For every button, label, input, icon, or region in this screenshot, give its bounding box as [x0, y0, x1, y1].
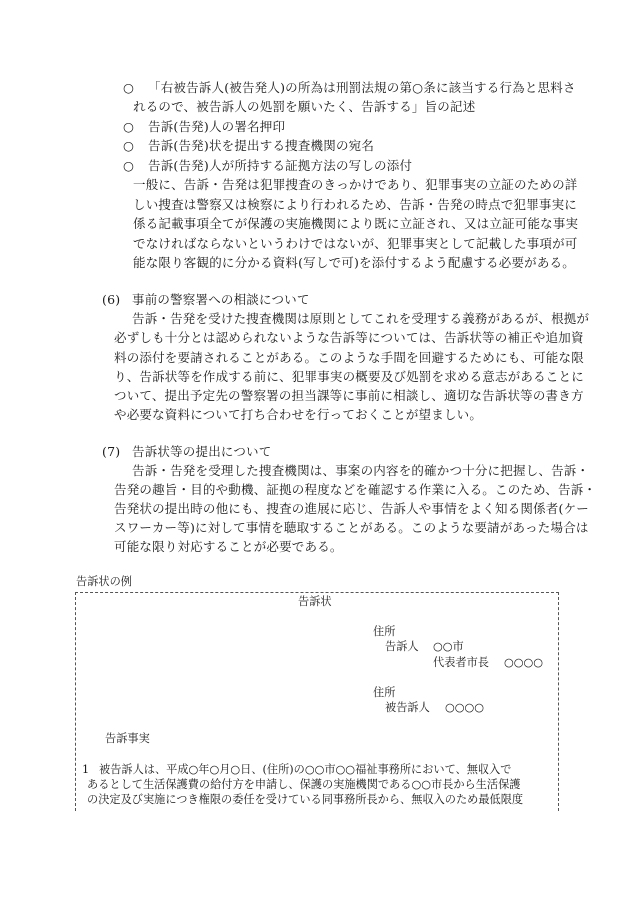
- rep-name: ○○○○: [504, 656, 544, 669]
- address-label: 住所: [373, 625, 396, 638]
- section-heading: 告訴状等の提出について: [132, 444, 272, 459]
- accused-role: 被告訴人: [385, 701, 430, 714]
- accused-name: ○○○○: [445, 701, 485, 714]
- section-line: 告訴・告発を受理した捜査機関は、事案の内容を的確かつ十分に把握し、告訴・: [132, 463, 590, 478]
- note-line: 係る記載事項全てが保護の実施機関により既に立証され、又は立証可能な事実: [133, 216, 579, 231]
- section-line: 可能な限り対応することが必要である。: [114, 539, 343, 554]
- example-title: 告訴状: [298, 595, 332, 608]
- note-line: 能な限り客観的に分かる資料(写しで可)を添付するよう配慮する必要がある。: [133, 255, 575, 270]
- complainant-role: 告訴人: [385, 640, 419, 653]
- item-line: の決定及び実施につき権限の委任を受けている同事務所長から、無収入のため最低限度: [87, 793, 524, 806]
- facts-heading: 告訴事実: [105, 732, 150, 745]
- section-number: (6): [102, 292, 121, 307]
- section-line: 必ずしも十分とは認められないような告訴等については、告訴状等の補正や追加資: [114, 330, 584, 345]
- address-label: 住所: [373, 686, 396, 699]
- bullet-mark: ○: [123, 80, 135, 95]
- bullet-text: 告訴(告発)人の署名押印: [148, 119, 286, 134]
- complainant-city: ○○市: [433, 640, 464, 653]
- rep-title: 代表者市長: [433, 656, 489, 669]
- section-line: 告訴・告発を受けた捜査機関は原則としてこれを受理する義務があるが、根拠が: [132, 311, 590, 326]
- item-number: 1: [82, 763, 90, 776]
- note-line: でなければならないというわけではないが、犯罪事実として記載した事項が可: [133, 236, 578, 251]
- section-line: 告発の趣旨・目的や動機、証拠の程度などを確認する作業に入る。このため、告訴・: [114, 482, 597, 497]
- section-line: り、告訴状等を作成する前に、犯罪事実の概要及び処罰を求める意志があることに: [114, 369, 584, 384]
- bullet-mark: ○: [123, 158, 135, 173]
- note-line: 一般に、告訴・告発は犯罪捜査のきっかけであり、犯罪事実の立証のための詳: [133, 177, 578, 192]
- section-line: ついて、提出予定先の警察署の担当課等に事前に相談し、適切な告訴状等の書き方: [114, 388, 584, 403]
- section-number: (7): [102, 444, 121, 459]
- bullet-text: 「右被告訴人(被告発人)の所為は刑罰法規の第○条に該当する行為と思料さ: [148, 80, 576, 95]
- bullet-mark: ○: [123, 138, 135, 153]
- item-line: あるとして生活保護費の給付方を申請し、保護の実施機関である○○市長から生活保護: [87, 778, 521, 791]
- note-line: しい捜査は警察又は検察により行われるため、告訴・告発の時点で犯罪事実に: [133, 197, 578, 212]
- section-line: や必要な資料について打ち合わせを行っておくことが望ましい。: [114, 407, 483, 422]
- bullet-text: 告訴(告発)状を提出する捜査機関の宛名: [148, 138, 375, 153]
- section-line: 告発状の提出時の他にも、捜査の進展に応じ、告訴人や事情をよく知る関係者(ケー: [114, 501, 589, 516]
- section-line: 料の添付を要請されることがある。このような手間を回避するためにも、可能な限: [114, 350, 584, 365]
- bullet-text: れるので、被告訴人の処罰を願いたく、告訴する」旨の記述: [133, 99, 476, 114]
- item-line: 被告訴人は、平成○年○月○日、(住所)の○○市○○福祉事務所において、無収入で: [99, 763, 512, 776]
- bullet-text: 告訴(告発)人が所持する証拠方法の写しの添付: [148, 158, 413, 173]
- section-line: スワーカー等)に対して事情を聴取することがある。このような要請があった場合は: [114, 520, 589, 535]
- bullet-mark: ○: [123, 119, 135, 134]
- example-caption: 告訴状の例: [76, 575, 132, 588]
- section-heading: 事前の警察署への相談について: [132, 292, 310, 307]
